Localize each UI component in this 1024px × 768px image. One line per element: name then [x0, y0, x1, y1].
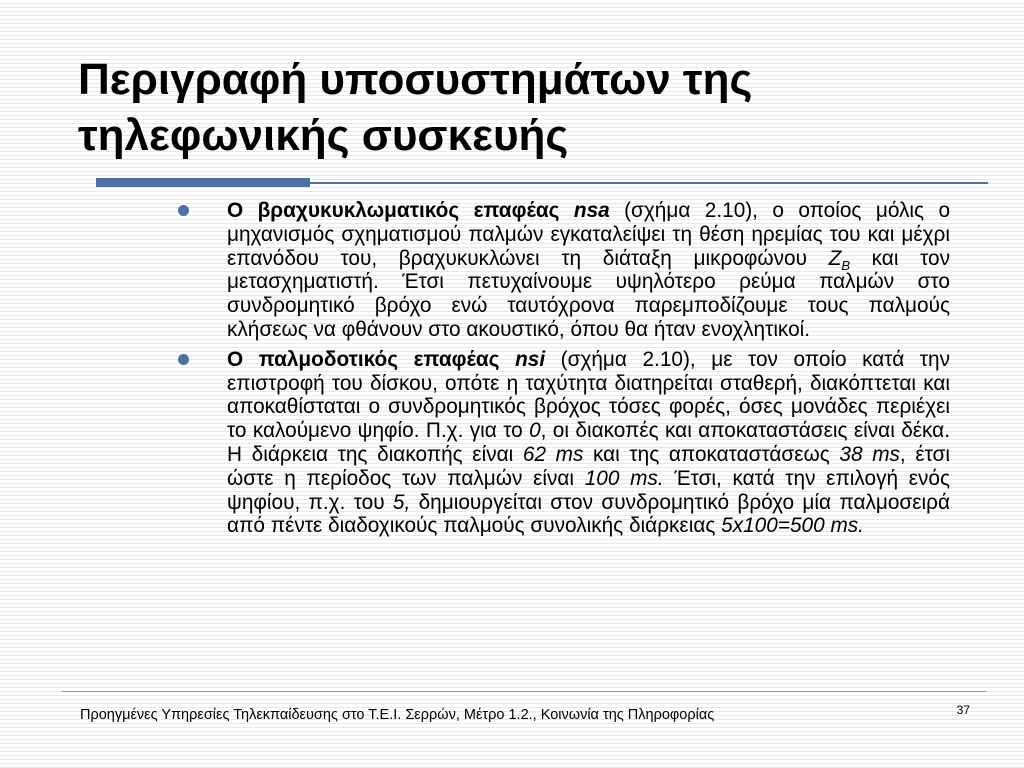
bullet-item	[178, 199, 950, 342]
term-symbol: nsi	[515, 347, 546, 371]
value-italic: 100 ms.	[584, 466, 664, 490]
value-italic: 5,	[392, 490, 411, 514]
title-underline-accent	[96, 178, 310, 187]
slide-title: Περιγραφή υποσυστημάτων της τηλεφωνικής συσκευής	[78, 55, 753, 160]
page-number: 37	[956, 703, 970, 717]
text-segment: και τον μετασχηματιστή. Έτσι πετυχαίνουμε υψηλότερο ρεύμα παλμών στο συνδρομητικό βρόχο ενώ ταυτόχρονα παρεμποδίζουμε τους παλμούς κλήσεως να φθάνουν στο ακουστικό, όπου θα ήταν ενοχλητικοί.	[227, 246, 950, 341]
term-label: Ο βραχυκυκλωματικός επαφέας	[227, 199, 560, 222]
bullet-item	[178, 348, 950, 538]
text-segment: (σχήμα 2.10), ο οποίος μόλις ο μηχανισμός σχηματισμού παλμών εγκαταλείψει τη θέση ηρεμίας του και μέχρι επανόδου του, βραχυκυκλώνει τη διάταξη μικροφώνου	[227, 199, 951, 270]
text-segment	[500, 348, 516, 371]
footer-text: Προηγμένες Υπηρεσίες Τηλεκπαίδευσης στο Τ.Ε.Ι. Σερρών, Μέτρο 1.2., Κοινωνία της Πληροφορίας	[80, 707, 715, 723]
text-segment: δημιουργείται στον συνδρομητικό βρόχο μία παλμοσειρά από πέντε διαδοχικούς παλμούς συνολικής διάρκειας	[227, 490, 950, 538]
term-label: Ο παλμοδοτικός επαφέας	[227, 347, 500, 371]
value-italic: 62 ms	[522, 442, 584, 466]
value-italic: 38 ms	[839, 442, 900, 466]
text-segment: (σχήμα 2.10), με τον οποίο κατά την επιστροφή του δίσκου, οπότε η ταχύτητα διατηρείται σταθερή, διακόπτεται και αποκαθίσταται ο συνδρομητικός βρόχος τόσες φορές, όσες μονάδες περιέχει το καλούμενο ψηφίο. Π.χ. για το	[227, 347, 950, 443]
symbol-subscript: B	[841, 257, 850, 273]
title-underline	[96, 178, 988, 187]
bullet-list	[178, 199, 950, 544]
text-segment: Έτσι, κατά την επιλογή ενός ψηφίου, π.χ. του	[227, 466, 950, 514]
bullet-dot-icon	[178, 354, 189, 365]
value-italic: 0	[529, 419, 541, 443]
text-segment: , έτσι ώστε η περίοδος των παλμών είναι	[227, 442, 950, 490]
text-segment: , οι διακοπές και αποκαταστάσεις είναι δέκα. Η διάρκεια της διακοπής είναι	[227, 419, 950, 466]
title-underline-rule	[310, 182, 988, 184]
symbol-z: Z	[828, 246, 842, 270]
text-segment	[559, 199, 573, 222]
value-italic: 5x100=500 ms.	[721, 514, 864, 538]
text-segment: και της αποκαταστάσεως	[583, 442, 840, 466]
term-symbol: nsa	[573, 199, 610, 222]
footer-divider	[62, 691, 986, 692]
bullet-dot-icon	[178, 205, 189, 216]
